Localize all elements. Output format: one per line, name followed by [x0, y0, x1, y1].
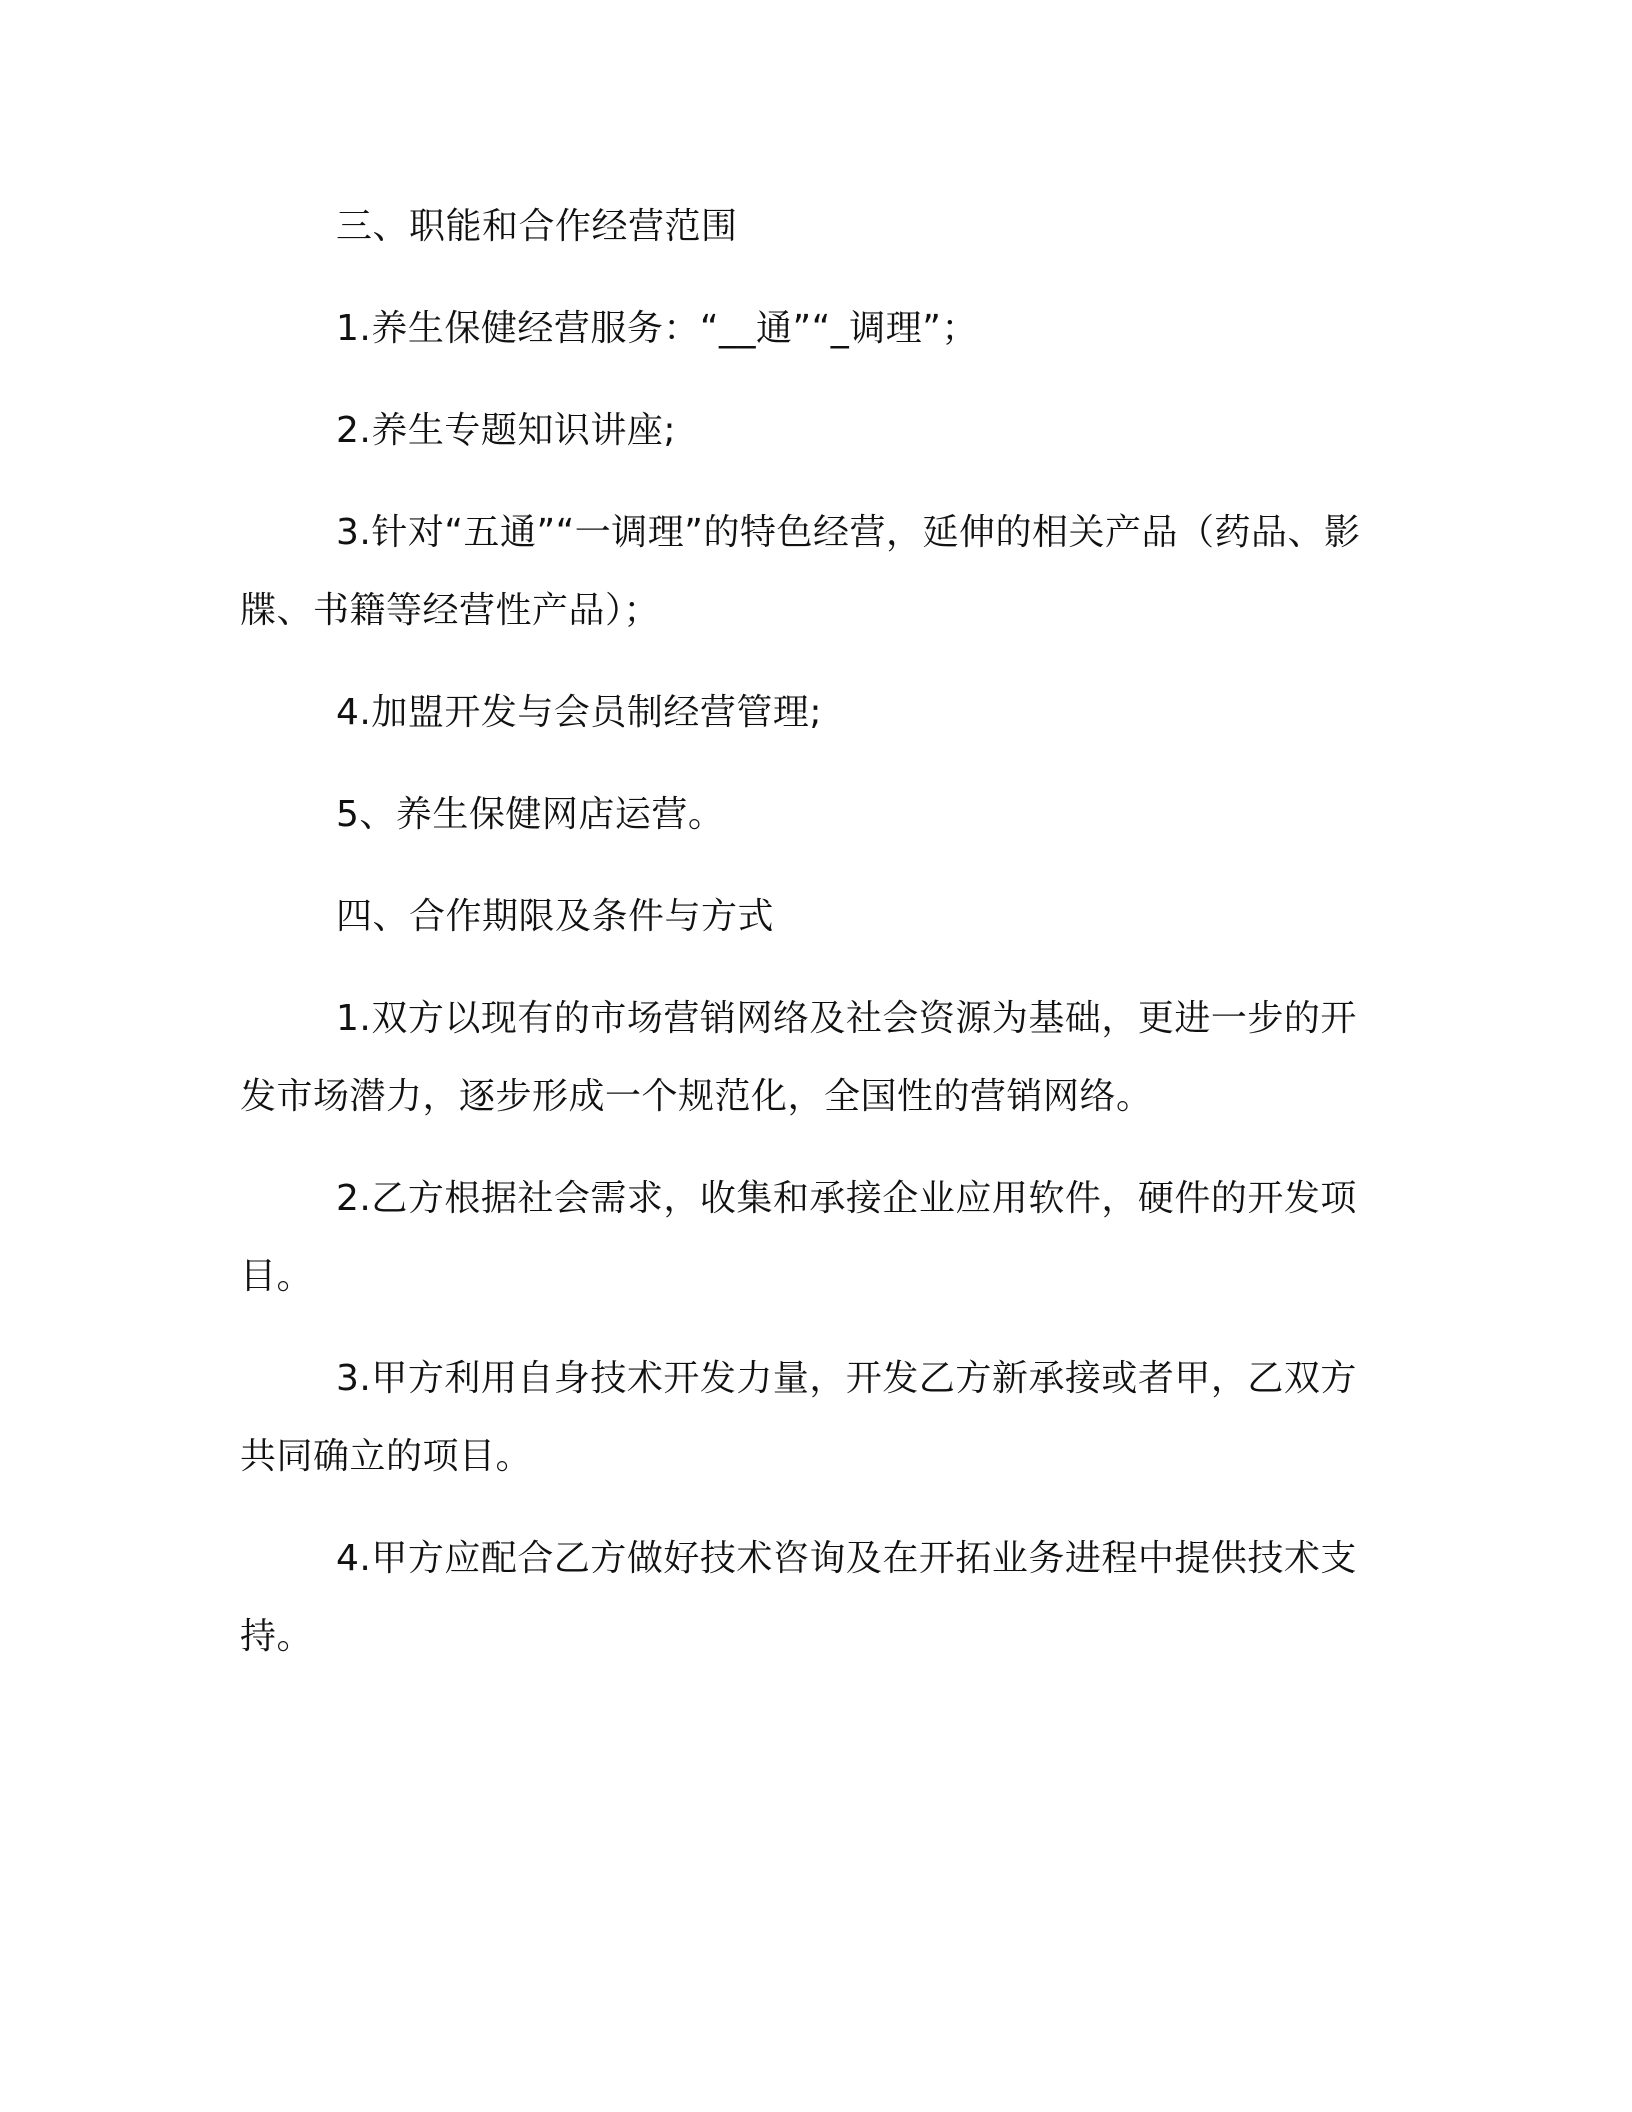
- section-3-item-2: 2.养生专题知识讲座;: [336, 410, 676, 451]
- section-3-item-5: 5、养生保健网店运营。: [336, 794, 725, 835]
- section-4-item-2: 2.乙方根据社会需求，收集和承接企业应用软件，硬件的开发项目。: [240, 1178, 1357, 1297]
- section-3-item-1: 1.养生保健经营服务：“__通”“_调理”；: [336, 308, 978, 349]
- section-3-item-3: 3.针对“五通”“一调理”的特色经营，延伸的相关产品（药品、影牒、书籍等经营性产品）；: [240, 512, 1361, 631]
- section-4-item-1: 1.双方以现有的市场营销网络及社会资源为基础，更进一步的开发市场潜力，逐步形成一个规范化，全国性的营销网络。: [240, 998, 1357, 1117]
- section-4-heading: 四、合作期限及条件与方式: [336, 896, 775, 937]
- document-body: [240, 188, 1380, 1700]
- section-4-item-3: 3.甲方利用自身技术开发力量，开发乙方新承接或者甲，乙双方共同确立的项目。: [240, 1358, 1357, 1477]
- section-3-item-4: 4.加盟开发与会员制经营管理;: [336, 692, 822, 733]
- section-4-item-4: 4.甲方应配合乙方做好技术咨询及在开拓业务进程中提供技术支持。: [240, 1538, 1357, 1657]
- section-3-heading: 三、职能和合作经营范围: [336, 206, 738, 247]
